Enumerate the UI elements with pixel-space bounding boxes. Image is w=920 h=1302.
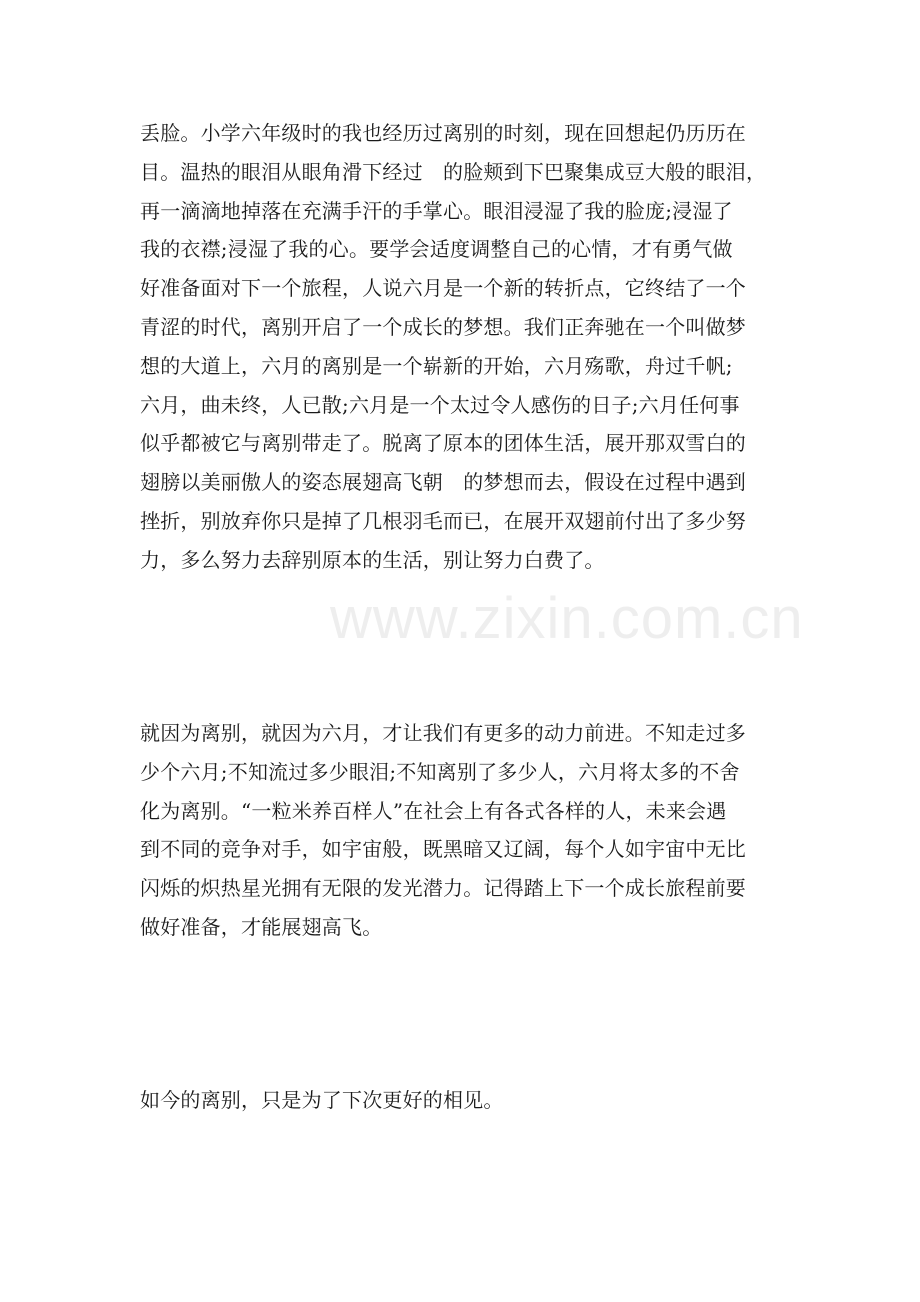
text-line: 少个六月;不知流过多少眼泪;不知离别了多少人，六月将太多的不舍: [140, 759, 740, 784]
text-line: 再一滴滴地掉落在充满手汗的手掌心。眼泪浸湿了我的脸庞;浸湿了: [140, 198, 733, 223]
text-line: 翅膀以美丽傲人的姿态展翅高飞朝 的梦想而去，假设在过程中遇到: [140, 470, 746, 495]
text-line: 到不同的竞争对手，如宇宙般，既黑暗又辽阔，每个人如宇宙中无比: [140, 837, 746, 862]
text-line: 如今的离别，只是为了下次更好的相见。: [140, 1088, 504, 1112]
text-line: 目。温热的眼泪从眼角滑下经过 的脸颊到下巴聚集成豆大般的眼泪，: [140, 159, 767, 184]
text-line: 想的大道上，六月的离别是一个崭新的开始，六月殇歌，舟过千帆;: [140, 353, 733, 378]
text-line: 好准备面对下一个旅程，人说六月是一个新的转折点，它终结了一个: [140, 276, 746, 301]
text-line: 做好准备，才能展翅高飞。: [140, 914, 383, 939]
text-line: 就因为离别，就因为六月，才让我们有更多的动力前进。不知走过多: [140, 721, 746, 745]
text-line: 丢脸。小学六年级时的我也经历过离别的时刻，现在回想起仍历历在: [140, 121, 746, 145]
paragraph-3: [140, 1081, 790, 1120]
paragraph-1: [140, 114, 790, 580]
text-line: 六月，曲未终，人已散;六月是一个太过令人感伤的日子;六月任何事: [140, 392, 740, 417]
text-line: 似乎都被它与离别带走了。脱离了原本的团体生活，展开那双雪白的: [140, 431, 746, 456]
text-line: 化为离别。“一粒米养百样人”在社会上有各式各样的人，未来会遇: [140, 798, 727, 823]
text-line: 力，多么努力去辞别原本的生活，别让努力白费了。: [140, 547, 605, 572]
text-line: 闪烁的炽热星光拥有无限的发光潜力。记得踏上下一个成长旅程前要: [140, 876, 746, 901]
text-line: 我的衣襟;浸湿了我的心。要学会适度调整自己的心情，才有勇气做: [140, 237, 733, 262]
watermark-text: www.zixin.com.cn: [330, 586, 804, 651]
text-line: 挫折，别放弃你只是掉了几根羽毛而已，在展开双翅前付出了多少努: [140, 508, 746, 533]
paragraph-2: [140, 714, 790, 947]
text-line: 青涩的时代，离别开启了一个成长的梦想。我们正奔驰在一个叫做梦: [140, 314, 746, 339]
